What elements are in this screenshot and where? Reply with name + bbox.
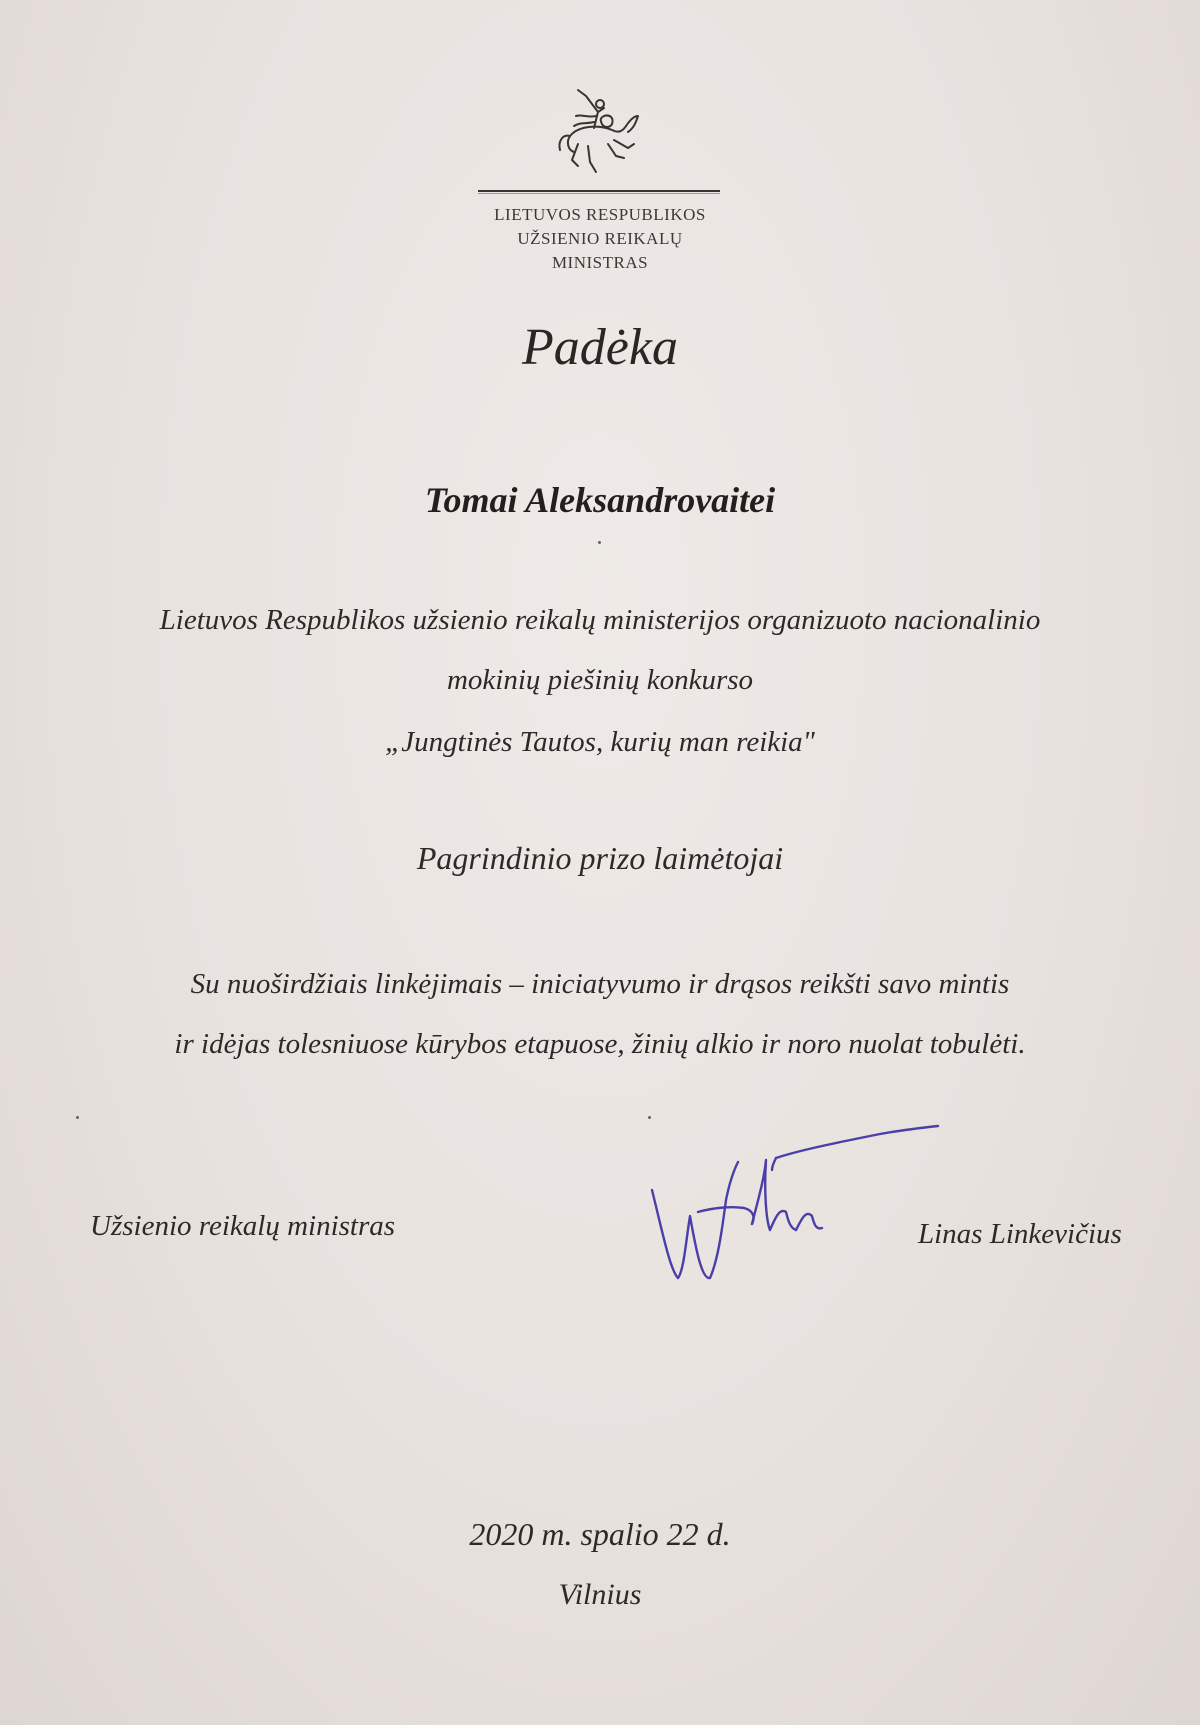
wishes-line-2: ir idėjas tolesniuose kūrybos etapuose, žinių alkio ir noro nuolat tobulėti. [174,1028,1026,1060]
letterhead-line-1: LIETUVOS RESPUBLIKOS [494,205,706,224]
issue-city: Vilnius [558,1578,642,1611]
recipient-name: Tomai Aleksandrovaitei [424,480,776,520]
body-line-3: „Jungtinės Tautos, kurių man reikia" [385,726,815,758]
letterhead-line-3: MINISTRAS [551,253,649,272]
handwritten-signature [640,1120,980,1290]
letterhead-rule [478,190,720,192]
signatory-name: Linas Linkevičius [918,1218,1122,1250]
certificate-title: Padėka [522,319,678,376]
signatory-position: Užsienio reikalų ministras [90,1210,396,1242]
award-line: Pagrindinio prizo laimėtojai [416,840,784,876]
paper-speck [76,1116,79,1119]
issue-date: 2020 m. spalio 22 d. [469,1516,731,1552]
paper-speck [648,1116,651,1119]
letterhead-rule-accent [478,193,720,194]
wishes-line-1: Su nuoširdžiais linkėjimais – iniciatyvumo ir drąsos reikšti savo mintis [190,968,1010,1000]
body-line-2: mokinių piešinių konkurso [446,664,754,696]
body-line-1: Lietuvos Respublikos užsienio reikalų ministerijos organizuoto nacionalinio [159,604,1041,636]
coat-of-arms-vytis-emblem [548,86,648,178]
paper-speck [598,541,601,544]
letterhead-line-2: UŽSIENIO REIKALŲ [517,229,683,248]
